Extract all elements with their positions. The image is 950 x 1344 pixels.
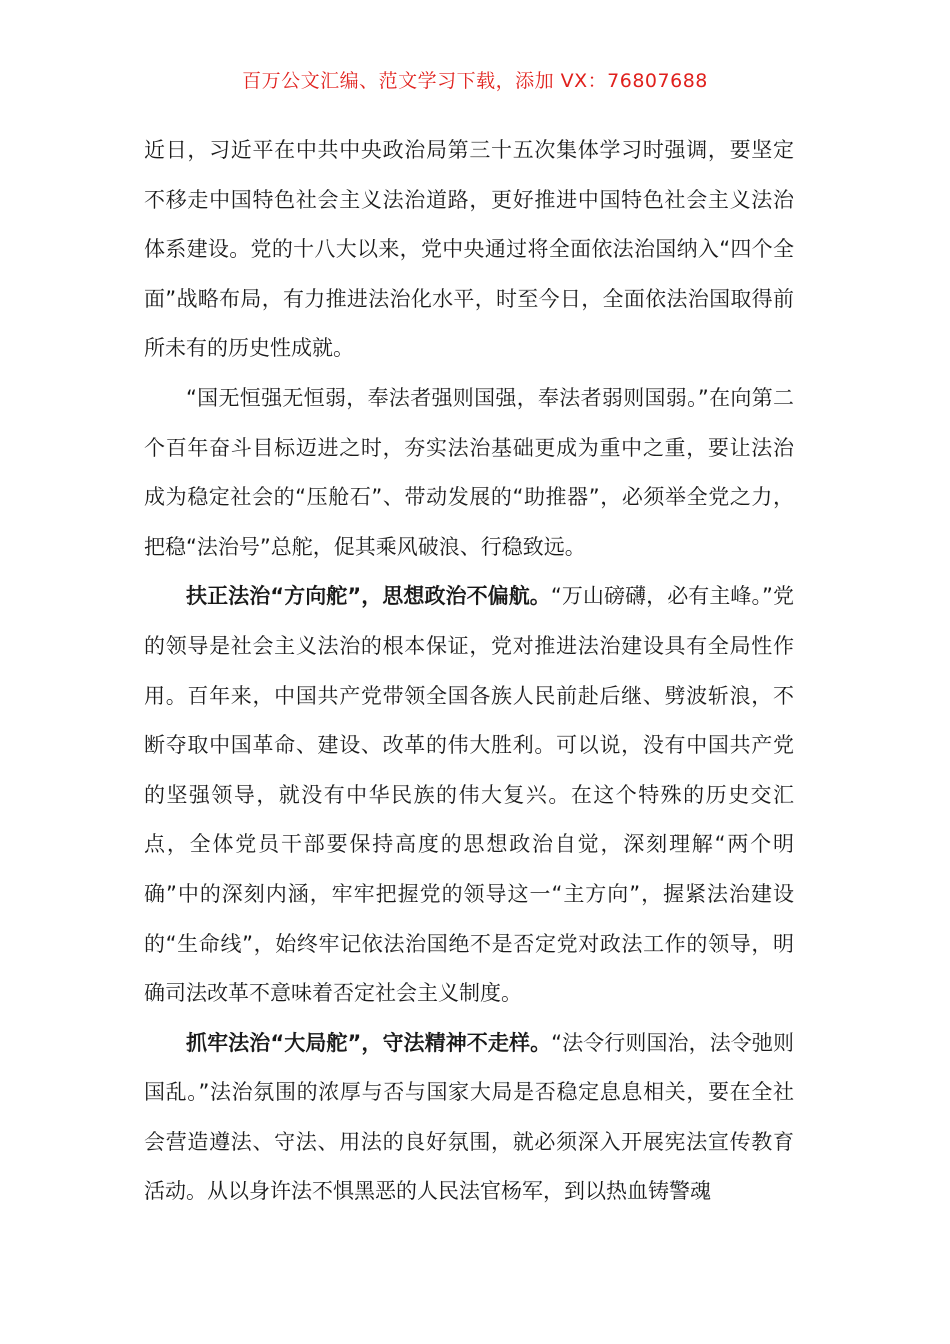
paragraph-2	[144, 374, 794, 572]
paragraph-4-text: “法令行则国治，法令弛则国乱。”法治氛围的浓厚与否与国家大局是否稳定息息相关，要在全社会营造遵法、守法、用法的良好氛围，就必须深入开展宪法宣传教育活动。从以身许法不惧黑恶的人民法官杨军，到以热血铸警魂	[144, 1030, 794, 1204]
paragraph-1	[144, 126, 794, 374]
paragraph-3-heading: 扶正法治“方向舵”，思想政治不偏航。	[186, 584, 551, 609]
paragraph-3	[144, 572, 794, 1018]
header-watermark-text: 百万公文汇编、范文学习下载，添加 VX：76807688	[242, 70, 708, 92]
paragraph-3-text: “万山磅礴，必有主峰。”党的领导是社会主义法治的根本保证，党对推进法治建设具有全局性作用。百年来，中国共产党带领全国各族人民前赴后继、劈波斩浪，不断夺取中国革命、建设、改革的伟大胜利。可以说，没有中国共产党的坚强领导，就没有中华民族的伟大复兴。在这个特殊的历史交汇点，全体党员干部要保持高度的思想政治自觉，深刻理解“两个明确”中的深刻内涵，牢牢把握党的领导这一“主方向”，握紧法治建设的“生命线”，始终牢记依法治国绝不是否定党对政法工作的领导，明确司法改革不意味着否定社会主义制度。	[144, 584, 794, 1006]
paragraph-4-heading: 抓牢法治“大局舵”，守法精神不走样。	[186, 1030, 552, 1055]
paragraph-2-text: “国无恒强无恒弱，奉法者强则国强，奉法者弱则国弱。”在向第二个百年奋斗目标迈进之时，夯实法治基础更成为重中之重，要让法治成为稳定社会的“压舱石”、带动发展的“助推器”，必须举全党之力，把稳“法治号”总舵，促其乘风破浪、行稳致远。	[144, 385, 794, 559]
document-body	[144, 126, 794, 1217]
paragraph-4	[144, 1019, 794, 1217]
paragraph-1-text: 近日，习近平在中共中央政治局第三十五次集体学习时强调，要坚定不移走中国特色社会主义法治道路，更好推进中国特色社会主义法治体系建设。党的十八大以来，党中央通过将全面依法治国纳入“四个全面”战略布局，有力推进法治化水平，时至今日，全面依法治国取得前所未有的历史性成就。	[144, 138, 794, 361]
